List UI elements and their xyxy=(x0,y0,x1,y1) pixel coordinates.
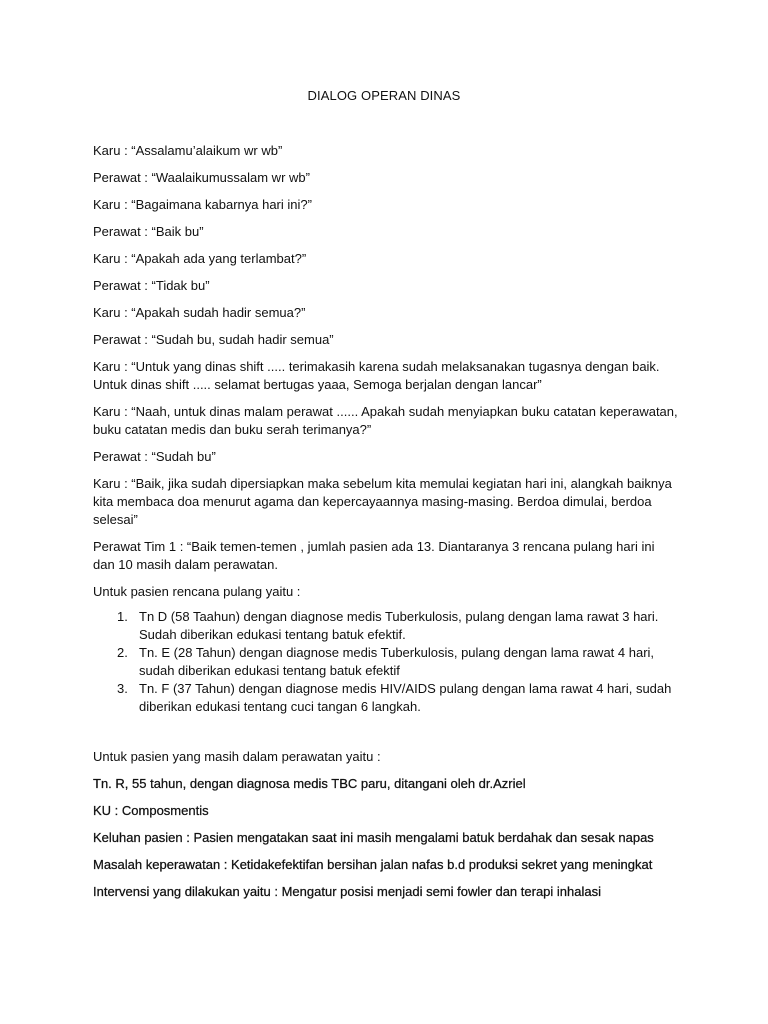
discharge-intro: Untuk pasien rencana pulang yaitu : xyxy=(93,584,301,599)
dialog-line: Perawat : “Waalaikumussalam wr wb” xyxy=(93,170,310,185)
dialog-line: Perawat : “Sudah bu” xyxy=(93,449,216,464)
nursing-problem: Masalah keperawatan : Ketidakefektifan bersihan jalan nafas b.d produksi sekret yang meningkat xyxy=(93,857,653,872)
dialog-line: Perawat : “Sudah bu, sudah hadir semua” xyxy=(93,332,334,347)
dialog-line: Karu : “Baik, jika sudah dipersiapkan maka sebelum kita memulai kegiatan hari ini, alangkah baiknya kita membaca doa menurut agama dan kepercayaannya masing-masing. Berdoa dimulai, berdoa selesai” xyxy=(93,476,672,527)
list-item-text: Tn. F (37 Tahun) dengan diagnose medis HIV/AIDS pulang dengan lama rawat 4 hari, sudah diberikan edukasi tentang cuci tangan 6 langkah. xyxy=(139,681,672,714)
list-item-number: 1. xyxy=(117,609,128,624)
list-item-number: 2. xyxy=(117,645,128,660)
list-item xyxy=(93,608,678,644)
list-item-text: Tn. E (28 Tahun) dengan diagnose medis Tuberkulosis, pulang dengan lama rawat 4 hari, sudah diberikan edukasi tentang batuk efektif xyxy=(139,645,655,678)
dialog-line: Karu : “Assalamu’alaikum wr wb” xyxy=(93,143,283,158)
patient-complaint: Keluhan pasien : Pasien mengatakan saat ini masih mengalami batuk berdahak dan sesak napas xyxy=(93,830,654,845)
dialog-line: Perawat : “Tidak bu” xyxy=(93,278,210,293)
dialog-line: Karu : “Untuk yang dinas shift ..... terimakasih karena sudah melaksanakan tugasnya dengan baik. Untuk dinas shift ..... selamat bertugas yaaa, Semoga berjalan dengan lancar” xyxy=(93,359,660,392)
dialog-line: Karu : “Naah, untuk dinas malam perawat ...... Apakah sudah menyiapkan buku catatan keperawatan, buku catatan medis dan buku serah terimanya?” xyxy=(93,404,678,437)
patient-identity: Tn. R, 55 tahun, dengan diagnosa medis TBC paru, ditangani oleh dr.Azriel xyxy=(93,776,526,791)
dialog-line: Karu : “Apakah sudah hadir semua?” xyxy=(93,305,306,320)
intervention: Intervensi yang dilakukan yaitu : Mengatur posisi menjadi semi fowler dan terapi inhalasi xyxy=(93,884,601,899)
list-item xyxy=(93,680,678,716)
list-item-number: 3. xyxy=(117,681,128,696)
document-title: DIALOG OPERAN DINAS xyxy=(307,88,461,103)
inpatient-intro: Untuk pasien yang masih dalam perawatan yaitu : xyxy=(93,749,381,764)
document-body xyxy=(93,142,678,910)
dialog-line: Perawat : “Baik bu” xyxy=(93,224,204,239)
discharge-list xyxy=(93,608,678,716)
patient-condition: KU : Composmentis xyxy=(93,803,209,818)
list-item-text: Tn D (58 Taahun) dengan diagnose medis Tuberkulosis, pulang dengan lama rawat 3 hari. Sudah diberikan edukasi tentang batuk efektif. xyxy=(139,609,659,642)
spacer xyxy=(93,716,678,748)
list-item xyxy=(93,644,678,680)
dialog-line: Perawat Tim 1 : “Baik temen-temen , jumlah pasien ada 13. Diantaranya 3 rencana pulang hari ini dan 10 masih dalam perawatan. xyxy=(93,539,655,572)
dialog-line: Karu : “Bagaimana kabarnya hari ini?” xyxy=(93,197,312,212)
dialog-line: Karu : “Apakah ada yang terlambat?” xyxy=(93,251,307,266)
